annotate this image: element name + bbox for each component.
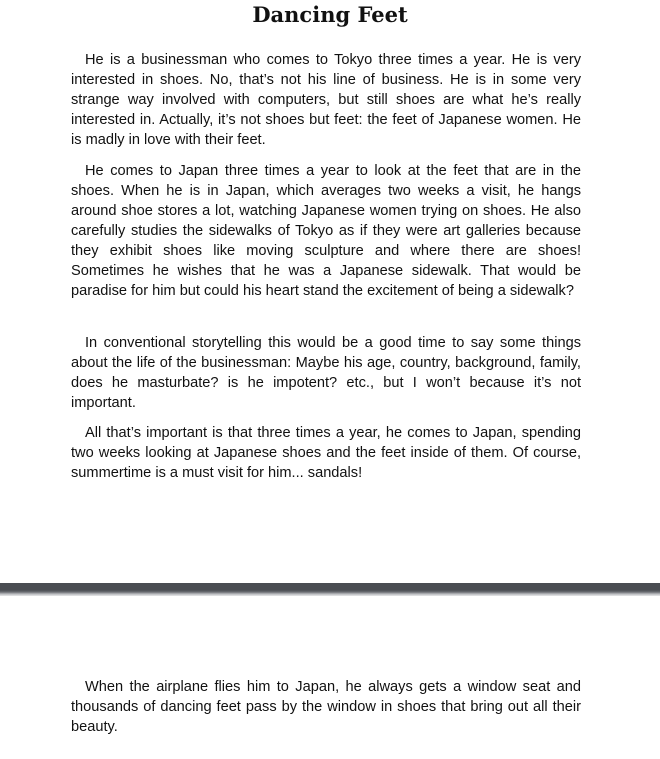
document-title: Dancing Feet	[252, 2, 408, 27]
paragraph: He is a businessman who comes to Tokyo three times a year. He is very interested in shoes. No, that’s not his line of business. He is in some very strange way involved with computers, but still shoes are what he’s really interested in. Actually, it’s not shoes but feet: the feet of Japanese women. He is madly in love with their feet.	[71, 52, 581, 148]
paragraph: All that’s important is that three times a year, he comes to Japan, spending two weeks looking at Japanese shoes and the feet inside of them. Of course, summertime is a must visit for him... sandals!	[71, 425, 581, 481]
paragraph: In conventional storytelling this would be a good time to say some things about the life of the businessman: Maybe his age, country, background, family, does he masturbate? is he impotent? etc., but I won’t because it’s not important.	[71, 335, 581, 411]
page-separator	[0, 583, 660, 596]
paragraph: He comes to Japan three times a year to look at the feet that are in the shoes. When he is in Japan, which averages two weeks a visit, he hangs around shoe stores a lot, watching Japanese women trying on shoes. He also carefully studies the sidewalks of Tokyo as if they were art galleries because they exhibit shoes like moving sculpture and where there are shoes! Sometimes he wishes that he was a Japanese sidewalk. That would be paradise for him but could his heart stand the excitement of being a sidewalk?	[71, 163, 581, 299]
paragraph: When the airplane flies him to Japan, he always gets a window seat and thousands of dancing feet pass by the window in shoes that bring out all their beauty.	[71, 679, 581, 735]
document-page-2	[0, 596, 660, 759]
